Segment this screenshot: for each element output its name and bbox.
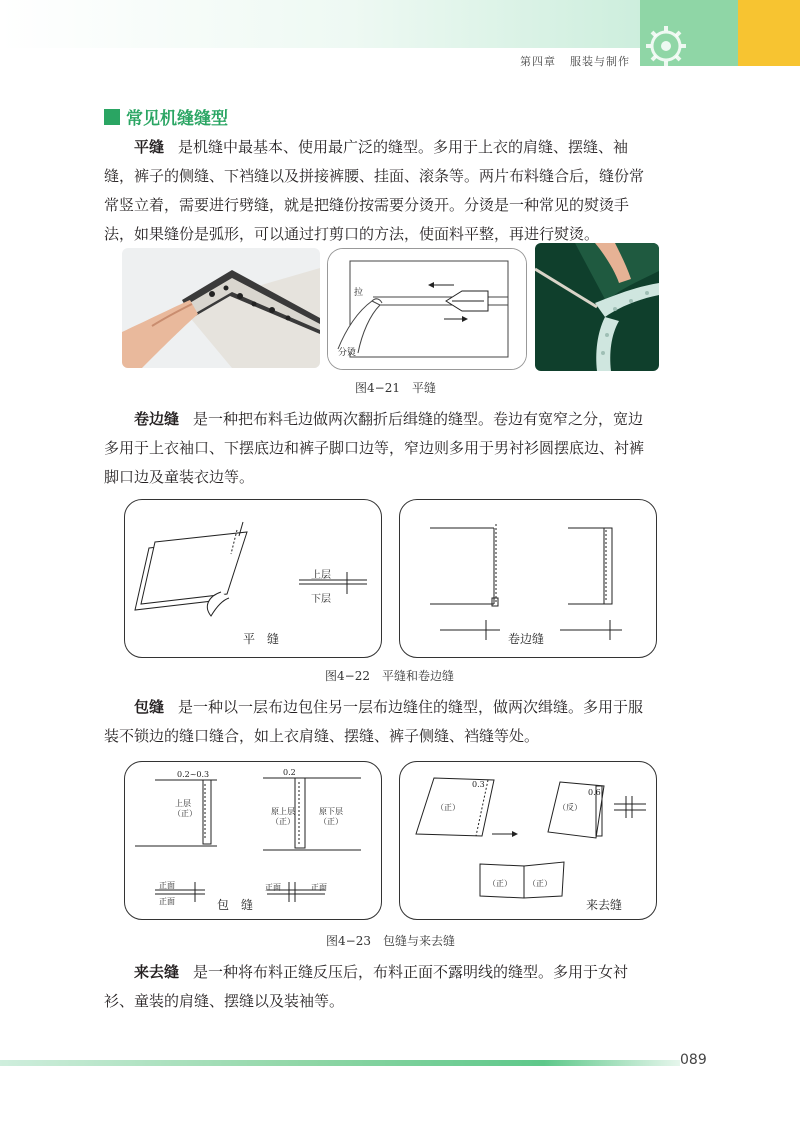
paragraph-french-seam	[104, 958, 694, 1016]
label-upper-face: 上层	[175, 799, 191, 808]
chapter-title: 服装与制作	[570, 55, 630, 68]
p1-line-4: 法，如果缝份是弧形，可以通过打剪口的方法，使面料平整，再进行熨烫。	[104, 225, 600, 243]
measure-0-2-0-3: 0.2~0.3	[177, 770, 210, 779]
section-title-text: 常见机缝缝型	[126, 109, 228, 129]
label-right-side-4: 正面	[311, 883, 327, 892]
label-face-front-b: （正）	[488, 879, 512, 888]
page-number: 089	[680, 1052, 707, 1068]
label-orig-upper: 原上层	[271, 807, 295, 816]
diagram-press-open	[327, 248, 527, 370]
p1-line-2: 缝，裤子的侧缝、下裆缝以及拼接裤腰、挂面、滚条等。两片布料缝合后，缝份常	[104, 167, 645, 185]
label-plain-seam: 平 缝	[243, 632, 280, 646]
term-french-seam: 来去缝	[134, 963, 180, 981]
chapter-label: 第四章	[520, 55, 556, 68]
p4-line-1: 是一种将布料正缝反压后，布料正面不露明线的缝型。多用于女衬	[193, 963, 629, 981]
label-face-front-1: （正）	[173, 809, 197, 818]
term-plain-seam: 平缝	[134, 138, 165, 156]
label-lower-layer: 下层	[311, 594, 331, 605]
label-bound-seam: 包 缝	[217, 898, 254, 912]
p3-line-2: 装不锁边的缝口缝合，如上衣肩缝、摆缝、裤子侧缝、裆缝等处。	[104, 727, 540, 745]
p1-line-1: 是机缝中最基本、使用最广泛的缝型。多用于上衣的肩缝、摆缝、袖	[178, 138, 629, 156]
header-band	[0, 0, 640, 48]
panel-plain-seam-diagram	[124, 499, 382, 658]
gear-icon	[640, 0, 738, 66]
term-bound-seam: 包缝	[134, 698, 165, 716]
measure-0-6: 0.6	[588, 788, 601, 797]
term-rolled-hem: 卷边缝	[134, 410, 180, 428]
caption-fig-4-23: 图4−23 包缝与来去缝	[326, 934, 455, 948]
label-face-front-a: （正）	[436, 803, 460, 812]
label-right-side-2: 正面	[159, 897, 175, 906]
measure-0-2: 0.2	[283, 768, 296, 777]
footer-bar	[0, 1060, 680, 1066]
header-yellow-tab	[738, 0, 800, 66]
panel-bound-seam-diagram	[124, 761, 382, 920]
p2-line-1: 是一种把布料毛边做两次翻折后缉缝的缝型。卷边有宽窄之分，宽边	[193, 410, 644, 428]
label-pull: 拉	[354, 288, 364, 298]
panel-rolled-hem-diagram	[399, 499, 657, 658]
caption-fig-4-21: 图4−21 平缝	[355, 381, 436, 395]
paragraph-rolled-hem	[104, 405, 694, 492]
section-title	[104, 104, 228, 129]
label-face-back: （反）	[558, 803, 582, 812]
photo-folding-fabric	[122, 248, 320, 368]
header-green-tab	[640, 0, 738, 66]
p2-line-3: 脚口边及童装衣边等。	[104, 468, 255, 486]
label-right-side-3: 正面	[265, 883, 281, 892]
p3-line-1: 是一种以一层布边包住另一层布边缝住的缝型，做两次缉缝。多用于服	[178, 698, 644, 716]
paragraph-plain-seam	[104, 133, 694, 249]
label-upper-layer: 上层	[311, 570, 331, 581]
label-orig-lower: 原下层	[319, 807, 343, 816]
paragraph-bound-seam	[104, 693, 694, 751]
p2-line-2: 多用于上衣袖口、下摆底边和裤子脚口边等，窄边则多用于男衬衫圆摆底边、衬裤	[104, 439, 645, 457]
square-bullet-icon	[104, 109, 120, 125]
label-face-front-3: （正）	[319, 817, 343, 826]
p1-line-3: 常竖立着，需要进行劈缝，就是把缝份按需要分烫开。分烫是一种常见的熨烫手	[104, 196, 630, 214]
label-press-open: 分烫	[338, 348, 357, 358]
p4-line-2: 衫、童装的肩缝、摆缝以及装袖等。	[104, 992, 345, 1010]
photo-ironing-curve	[535, 243, 659, 371]
panel-french-seam-diagram	[399, 761, 657, 920]
label-right-side-1: 正面	[159, 881, 175, 890]
label-rolled-hem: 卷边缝	[508, 632, 545, 646]
measure-0-3: 0.3	[472, 780, 485, 789]
label-french-seam: 来去缝	[586, 898, 623, 912]
label-face-front-c: （正）	[528, 879, 552, 888]
caption-fig-4-22: 图4−22 平缝和卷边缝	[325, 669, 454, 683]
label-face-front-2: （正）	[271, 817, 295, 826]
running-header	[520, 53, 644, 69]
